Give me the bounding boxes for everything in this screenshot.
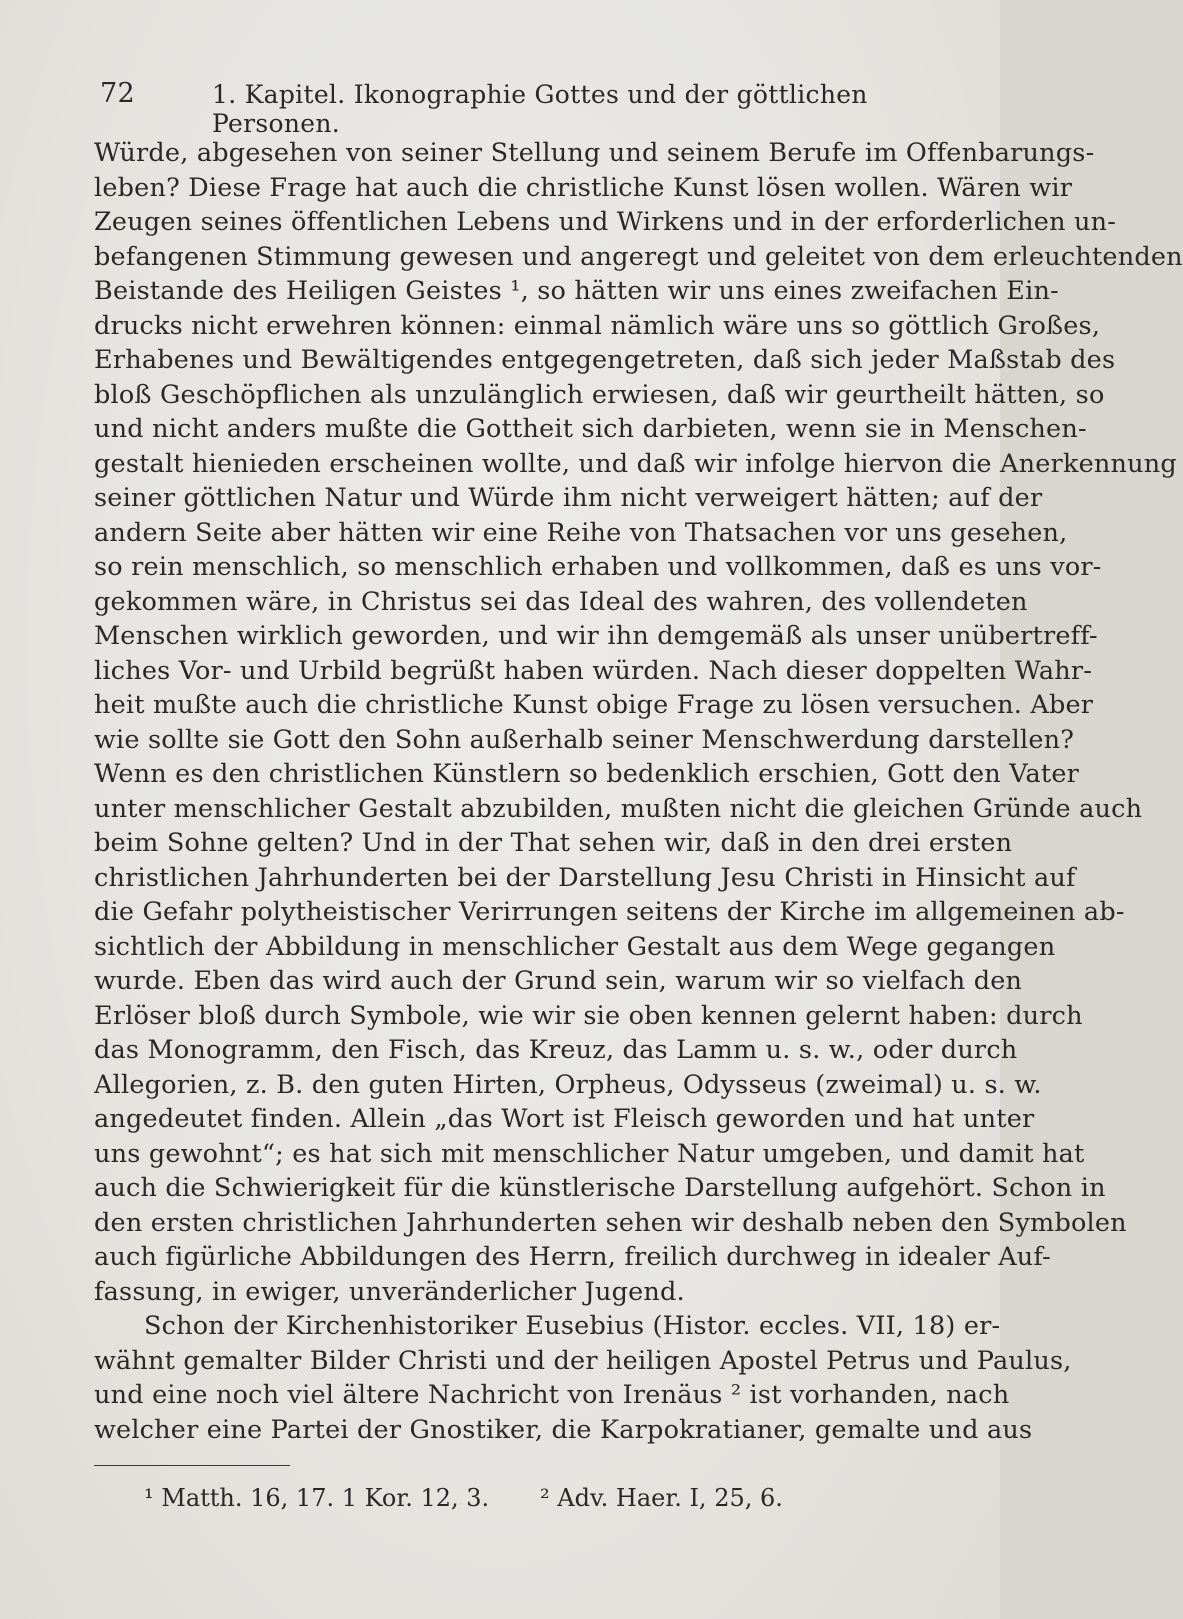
body-text	[94, 136, 1183, 1447]
text-line: Würde, abgesehen von seiner Stellung und seinem Berufe im Offenbarungs-	[94, 138, 1095, 168]
text-line: Erlöser bloß durch Symbole, wie wir sie oben kennen gelernt haben: durch	[94, 1000, 1083, 1031]
text-line: beim Sohne gelten? Und in der That sehen wir, daß in den drei ersten	[94, 828, 1013, 858]
running-head: 1. Kapitel. Ikonographie Gottes und der göttlichen Personen.	[212, 80, 868, 138]
text-line: heit mußte auch die christliche Kunst obige Frage zu lösen versuchen. Aber	[94, 690, 1094, 720]
text-line: Menschen wirklich geworden, und wir ihn demgemäß als unser unübertreff-	[94, 621, 1098, 651]
text-line: wähnt gemalter Bilder Christi und der heiligen Apostel Petrus und Paulus,	[94, 1345, 1072, 1376]
text-line: bloß Geschöpflichen als unzulänglich erwiesen, daß wir geurtheilt hätten, so	[94, 379, 1105, 410]
footnote-1: ¹ Matth. 16, 17. 1 Kor. 12, 3.	[144, 1484, 490, 1512]
text-line: befangenen Stimmung gewesen und angeregt und geleitet von dem erleuchtenden	[94, 241, 1183, 272]
text-line: welcher eine Partei der Gnostiker, die Karpokratianer, gemalte und aus	[94, 1414, 1033, 1445]
text-line: gekommen wäre, in Christus sei das Ideal des wahren, des vollendeten	[94, 586, 1028, 617]
text-line: Zeugen seines öffentlichen Lebens und Wirkens und in der erforderlichen un-	[94, 207, 1117, 237]
page-number: 72	[100, 78, 135, 109]
text-line: leben? Diese Frage hat auch die christliche Kunst lösen wollen. Wären wir	[94, 172, 1073, 203]
text-line: Erhabenes und Bewältigendes entgegengetreten, daß sich jeder Maßstab des	[94, 345, 1116, 375]
text-line: das Monogramm, den Fisch, das Kreuz, das Lamm u. s. w., oder durch	[94, 1035, 1018, 1065]
text-line: Beistande des Heiligen Geistes ¹, so hätten wir uns eines zweifachen Ein-	[94, 276, 1059, 306]
text-line: angedeutet finden. Allein „das Wort ist Fleisch geworden und hat unter	[94, 1104, 1035, 1134]
text-line: wurde. Eben das wird auch der Grund sein, warum wir so vielfach den	[94, 966, 1023, 996]
text-line: christlichen Jahrhunderten bei der Darstellung Jesu Christi in Hinsicht auf	[94, 862, 1076, 893]
text-line: liches Vor- und Urbild begrüßt haben würden. Nach dieser doppelten Wahr-	[94, 655, 1093, 686]
text-line: Allegorien, z. B. den guten Hirten, Orpheus, Odysseus (zweimal) u. s. w.	[94, 1069, 1042, 1100]
text-line: den ersten christlichen Jahrhunderten sehen wir deshalb neben den Symbolen	[94, 1207, 1127, 1238]
text-line: andern Seite aber hätten wir eine Reihe von Thatsachen vor uns gesehen,	[94, 517, 1068, 548]
text-line: unter menschlicher Gestalt abzubilden, mußten nicht die gleichen Gründe auch	[94, 793, 1143, 824]
text-line: uns gewohnt“; es hat sich mit menschlicher Natur umgeben, und damit hat	[94, 1138, 1085, 1169]
text-line: und eine noch viel ältere Nachricht von Irenäus ² ist vorhanden, nach	[94, 1380, 1010, 1410]
text-line: die Gefahr polytheistischer Verirrungen seitens der Kirche im allgemeinen ab-	[94, 897, 1125, 927]
footnote-rule	[94, 1465, 290, 1466]
text-line: gestalt hienieden erscheinen wollte, und daß wir infolge hiervon die Anerkennung	[94, 448, 1177, 479]
text-line: auch die Schwierigkeit für die künstlerische Darstellung aufgehört. Schon in	[94, 1173, 1106, 1203]
text-line: seiner göttlichen Natur und Würde ihm nicht verweigert hätten; auf der	[94, 483, 1043, 513]
text-line: und nicht anders mußte die Gottheit sich darbieten, wenn sie in Menschen-	[94, 414, 1087, 444]
page-header	[100, 78, 940, 138]
footnote-2: ² Adv. Haer. I, 25, 6.	[540, 1484, 783, 1512]
text-line: auch figürliche Abbildungen des Herrn, freilich durchweg in idealer Auf-	[94, 1242, 1051, 1272]
text-line: Wenn es den christlichen Künstlern so bedenklich erschien, Gott den Vater	[94, 759, 1080, 789]
text-line: drucks nicht erwehren können: einmal nämlich wäre uns so göttlich Großes,	[94, 310, 1101, 341]
paragraph-start-line: Schon der Kirchenhistoriker Eusebius (Histor. eccles. VII, 18) er-	[144, 1311, 1001, 1341]
text-line: so rein menschlich, so menschlich erhaben und vollkommen, daß es uns vor-	[94, 552, 1102, 582]
text-line: wie sollte sie Gott den Sohn außerhalb seiner Menschwerdung darstellen?	[94, 724, 1075, 755]
paragraph-end-line: fassung, in ewiger, unveränderlicher Jugend.	[94, 1276, 685, 1307]
text-line: sichtlich der Abbildung in menschlicher Gestalt aus dem Wege gegangen	[94, 931, 1056, 962]
